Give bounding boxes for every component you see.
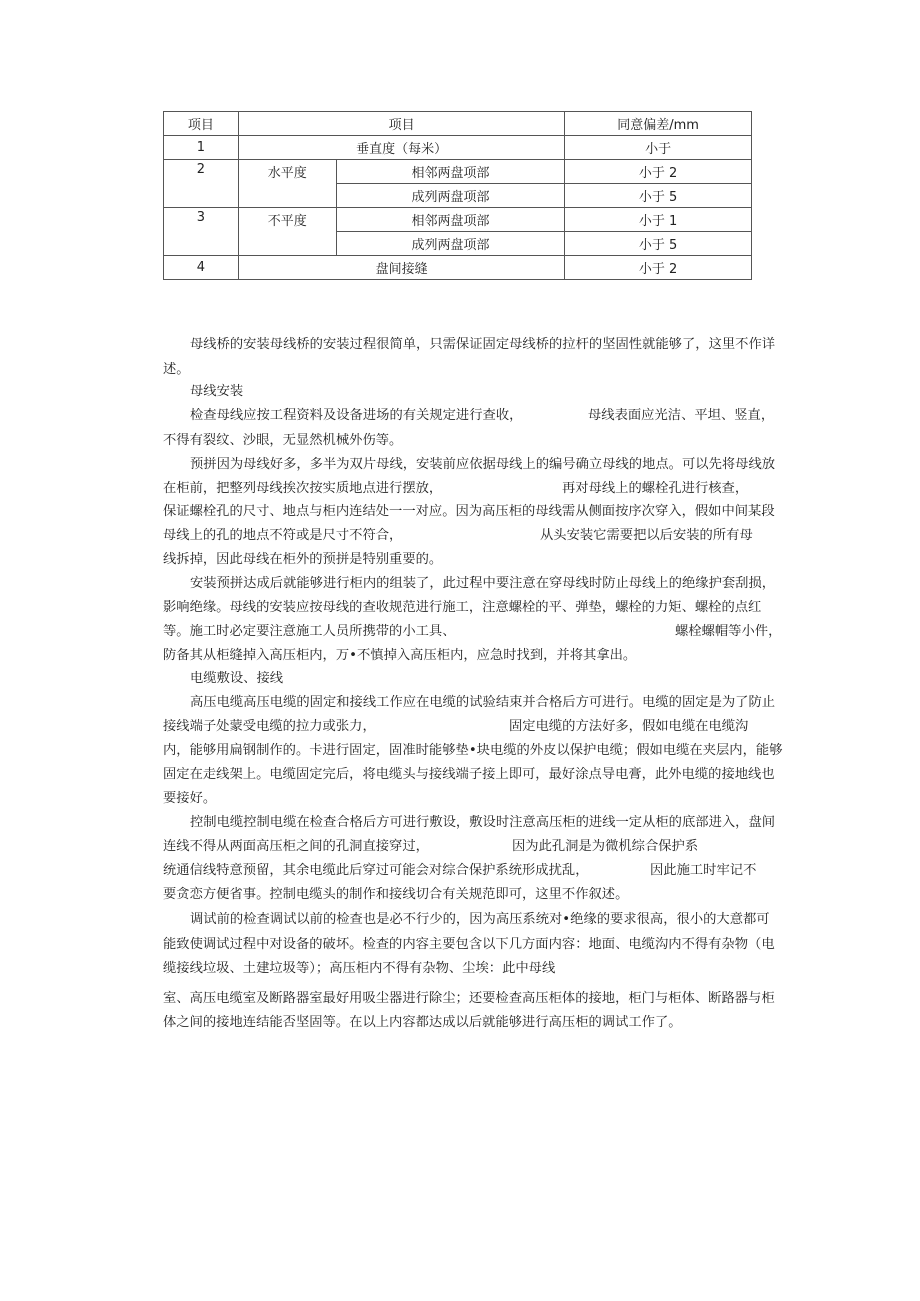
row-number: 1 xyxy=(164,136,239,160)
paragraph-line: 等。施工时必定要注意施工人员所携带的小工具、 xyxy=(163,624,456,639)
item-cell: 盘间接缝 xyxy=(238,256,564,280)
sub-item-cell: 相邻两盘项部 xyxy=(336,160,565,184)
paragraph-line: 从头安装它需要把以后安装的所有母 xyxy=(540,528,753,543)
paragraph-line: 固定电缆的方法好多，假如电缆在电缆沟 xyxy=(509,719,749,734)
tolerance-cell: 小于 5 xyxy=(565,184,752,208)
table-row xyxy=(164,136,752,160)
header-cell: 项目 xyxy=(164,112,239,136)
paragraph-line: 安装预拼达成后就能够进行柜内的组装了，此过程中要注意在穿母线时防止母线上的绝缘护套刮损， xyxy=(190,576,776,591)
item-cell: 不平度 xyxy=(238,208,336,256)
row-number: 3 xyxy=(164,208,239,256)
paragraph-line: 内，能够用扁钢制作的。卡进行固定，固准时能够垫•块电缆的外皮以保护电缆；假如电缆在夹层内，能够 xyxy=(163,743,783,758)
item-cell: 水平度 xyxy=(238,160,336,208)
paragraph-line: 预拼因为母线好多，多半为双片母线，安装前应依据母线上的编号确立母线的地点。可以先将母线放 xyxy=(190,457,776,472)
sub-item-cell: 相邻两盘项部 xyxy=(336,208,565,232)
paragraph-line: 线拆掉，因此母线在柜外的预拼是特别重要的。 xyxy=(163,552,443,567)
paragraph-line: 体之间的接地连结能否坚固等。在以上内容都达成以后就能够进行高压柜的调试工作了。 xyxy=(163,1015,682,1030)
paragraph-line: 不得有裂纹、沙眼，无显然机械外伤等。 xyxy=(163,433,403,448)
tolerance-cell: 小于 2 xyxy=(565,160,752,184)
paragraph-line: 因为此孔洞是为微机综合保护系 xyxy=(512,839,699,854)
tolerance-cell: 小于 2 xyxy=(565,256,752,280)
section-heading: 电缆敷设、接线 xyxy=(190,671,284,686)
paragraph-line: 因此施工时牢记不 xyxy=(650,863,757,878)
paragraph-line: 影响绝缘。母线的安装应按母线的查收规范进行施工，注意螺栓的平、弹垫，螺栓的力矩、螺栓的点红 xyxy=(163,600,762,615)
row-number: 2 xyxy=(164,160,239,208)
paragraph-line: 检查母线应按工程资料及设备进场的有关规定进行查收， xyxy=(190,408,523,423)
paragraph-line: 连线不得从两面高压柜之间的孔洞直接穿过， xyxy=(163,839,429,854)
table-row xyxy=(164,256,752,280)
paragraph-line: 母线表面应光洁、平坦、竖直， xyxy=(588,408,775,423)
paragraph-line: 母线上的孔的地点不符或是尺寸不符合， xyxy=(163,528,403,543)
paragraph-line: 再对母线上的螺栓孔进行核查， xyxy=(562,481,749,496)
paragraph-line: 控制电缆控制电缆在检查合格后方可进行敷设，敷设时注意高压柜的进线一定从柜的底部进入，盘间 xyxy=(190,815,776,830)
section-heading: 母线安装 xyxy=(190,384,244,399)
table-row xyxy=(164,160,752,184)
paragraph-line: 缆接线垃圾、土建垃圾等）；高压柜内不得有杂物、尘埃：此中母线 xyxy=(163,961,556,976)
paragraph-line: 防备其从柜缝掉入高压柜内，万•不慎掉入高压柜内，应急时找到，并将其拿出。 xyxy=(163,648,637,663)
paragraph-line: 保证螺栓孔的尺寸、地点与柜内连结处一一对应。因为高压柜的母线需从侧面按序次穿入，假如中间某段 xyxy=(163,504,775,519)
sub-item-cell: 成列两盘项部 xyxy=(336,232,565,256)
paragraph-line: 高压电缆高压电缆的固定和接线工作应在电缆的试验结束并合格后方可进行。电缆的固定是为了防止 xyxy=(190,695,776,710)
paragraph-line: 要贪恋方便省事。控制电缆头的制作和接线切合有关规范即可，这里不作叙述。 xyxy=(163,887,629,902)
paragraph-line: 固定在走线架上。电缆固定完后，将电缆头与接线端子接上即可，最好涂点导电膏，此外电缆的接地线也 xyxy=(163,767,775,782)
sub-item-cell: 成列两盘项部 xyxy=(336,184,565,208)
tolerance-cell: 小于 1 xyxy=(565,208,752,232)
paragraph-line: 调试前的检查调试以前的检查也是必不行少的，因为高压系统对•绝缘的要求很高，很小的大意都可 xyxy=(190,912,770,927)
header-cell: 项目 xyxy=(238,112,564,136)
item-cell: 垂直度（每米） xyxy=(238,136,564,160)
paragraph-line: 在柜前，把整列母线挨次按实质地点进行摆放， xyxy=(163,481,443,496)
paragraph-line: 母线桥的安装母线桥的安装过程很简单，只需保证固定母线桥的拉杆的坚固性就能够了，这里不作详 xyxy=(190,337,776,352)
paragraph-line: 述。 xyxy=(163,362,190,377)
table-header-row xyxy=(164,112,752,136)
tolerance-cell: 小于 5 xyxy=(565,232,752,256)
table-row xyxy=(164,208,752,232)
paragraph-line: 能致使调试过程中对设备的破坏。检查的内容主要包含以下几方面内容：地面、电缆沟内不得有杂物（电 xyxy=(163,937,775,952)
tolerance-table xyxy=(163,111,752,280)
tolerance-cell: 小于 xyxy=(565,136,752,160)
paragraph-line: 螺栓螺帽等小件， xyxy=(675,624,782,639)
paragraph-line: 接线端子处蒙受电缆的拉力或张力， xyxy=(163,719,376,734)
paragraph-line: 室、高压电缆室及断路器室最好用吸尘器进行除尘；还要检查高压柜体的接地，柜门与柜体、断路器与柜 xyxy=(163,991,775,1006)
row-number: 4 xyxy=(164,256,239,280)
header-cell: 同意偏差/mm xyxy=(565,112,752,136)
paragraph-line: 要接好。 xyxy=(163,791,217,806)
paragraph-line: 统通信线特意预留，其余电缆此后穿过可能会对综合保护系统形成扰乱， xyxy=(163,863,589,878)
